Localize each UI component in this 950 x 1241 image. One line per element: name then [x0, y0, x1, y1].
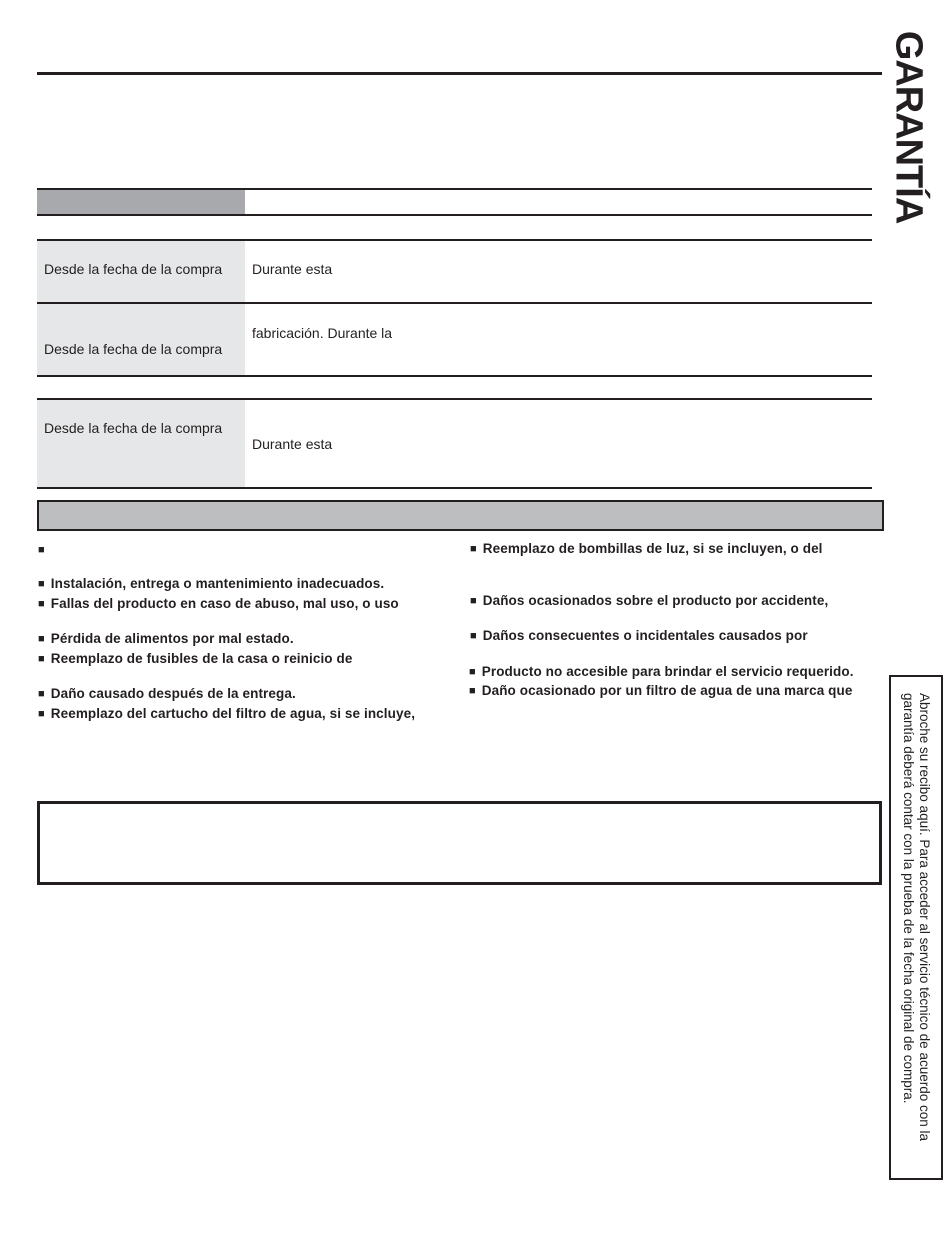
coverage-period-cell [37, 400, 245, 487]
exclusion-item [38, 542, 51, 557]
bullet-icon: ■ [38, 544, 45, 556]
coverage-period-cell [37, 241, 245, 303]
coverage-description-cell [245, 304, 872, 375]
table-rule [37, 214, 872, 216]
exclusion-item [469, 664, 854, 679]
bullet-icon: ■ [38, 708, 45, 720]
bullet-icon: ■ [38, 633, 45, 645]
exclusion-text: Producto no accesible para brindar el servicio requerido. [481, 664, 854, 679]
coverage-period-cell [37, 304, 245, 375]
exclusion-text: Reemplazo de bombillas de luz, si se incluyen, o del [482, 541, 823, 556]
top-rule [37, 72, 882, 75]
exclusions-header-bar [37, 500, 884, 531]
table-header-cell [37, 190, 245, 215]
bullet-icon: ■ [469, 666, 476, 678]
bullet-icon: ■ [470, 543, 477, 555]
exclusion-item [470, 628, 808, 643]
exclusion-item [38, 651, 352, 666]
coverage-description-cell [245, 241, 872, 303]
bullet-icon: ■ [38, 688, 45, 700]
receipt-note: Abroche su recibo aquí. Para acceder al servicio técnico de acuerdo con la garantía deberá contar con la prueba de la fecha original de compra. [901, 692, 932, 1141]
bullet-icon: ■ [38, 653, 45, 665]
exclusion-text: Instalación, entrega o mantenimiento inadecuados. [50, 576, 385, 591]
coverage-period-text: Desde la fecha de la compra [44, 341, 223, 357]
notice-box [37, 801, 882, 885]
table-rule [37, 375, 872, 377]
exclusion-item [38, 706, 415, 721]
bullet-icon: ■ [38, 598, 45, 610]
exclusion-item [38, 686, 296, 701]
bullet-icon: ■ [469, 685, 476, 697]
coverage-description-text: Durante esta [252, 436, 333, 452]
coverage-description-text: Durante esta [252, 261, 333, 277]
table-rule [37, 487, 872, 489]
exclusion-item [38, 576, 384, 591]
exclusion-text: Reemplazo de fusibles de la casa o reinicio de [50, 651, 353, 666]
section-title-text: GARANTÍA [887, 30, 930, 224]
bullet-icon: ■ [38, 578, 45, 590]
exclusion-item [470, 541, 823, 556]
exclusion-item [38, 596, 399, 611]
exclusion-text: Reemplazo del cartucho del filtro de agua, si se incluye, [50, 706, 416, 721]
coverage-period-text: Desde la fecha de la compra [44, 420, 223, 436]
exclusion-text: Fallas del producto en caso de abuso, mal uso, o uso [50, 596, 399, 611]
exclusion-text: Pérdida de alimentos por mal estado. [50, 631, 294, 646]
exclusion-item [38, 631, 294, 646]
bullet-icon: ■ [470, 595, 477, 607]
coverage-description-text: fabricación. Durante la [252, 325, 393, 341]
bullet-icon: ■ [470, 630, 477, 642]
section-title [878, 30, 938, 224]
exclusion-text: Daños consecuentes o incidentales causados por [482, 628, 808, 643]
coverage-period-text: Desde la fecha de la compra [44, 261, 223, 277]
receipt-attach-box [889, 675, 943, 1180]
exclusion-text: Daño ocasionado por un filtro de agua de una marca que [481, 683, 853, 698]
exclusion-text: Daño causado después de la entrega. [50, 686, 296, 701]
coverage-description-cell [245, 400, 872, 487]
exclusion-item [469, 683, 852, 698]
exclusion-item [470, 593, 828, 608]
exclusion-text: Daños ocasionados sobre el producto por accidente, [482, 593, 829, 608]
